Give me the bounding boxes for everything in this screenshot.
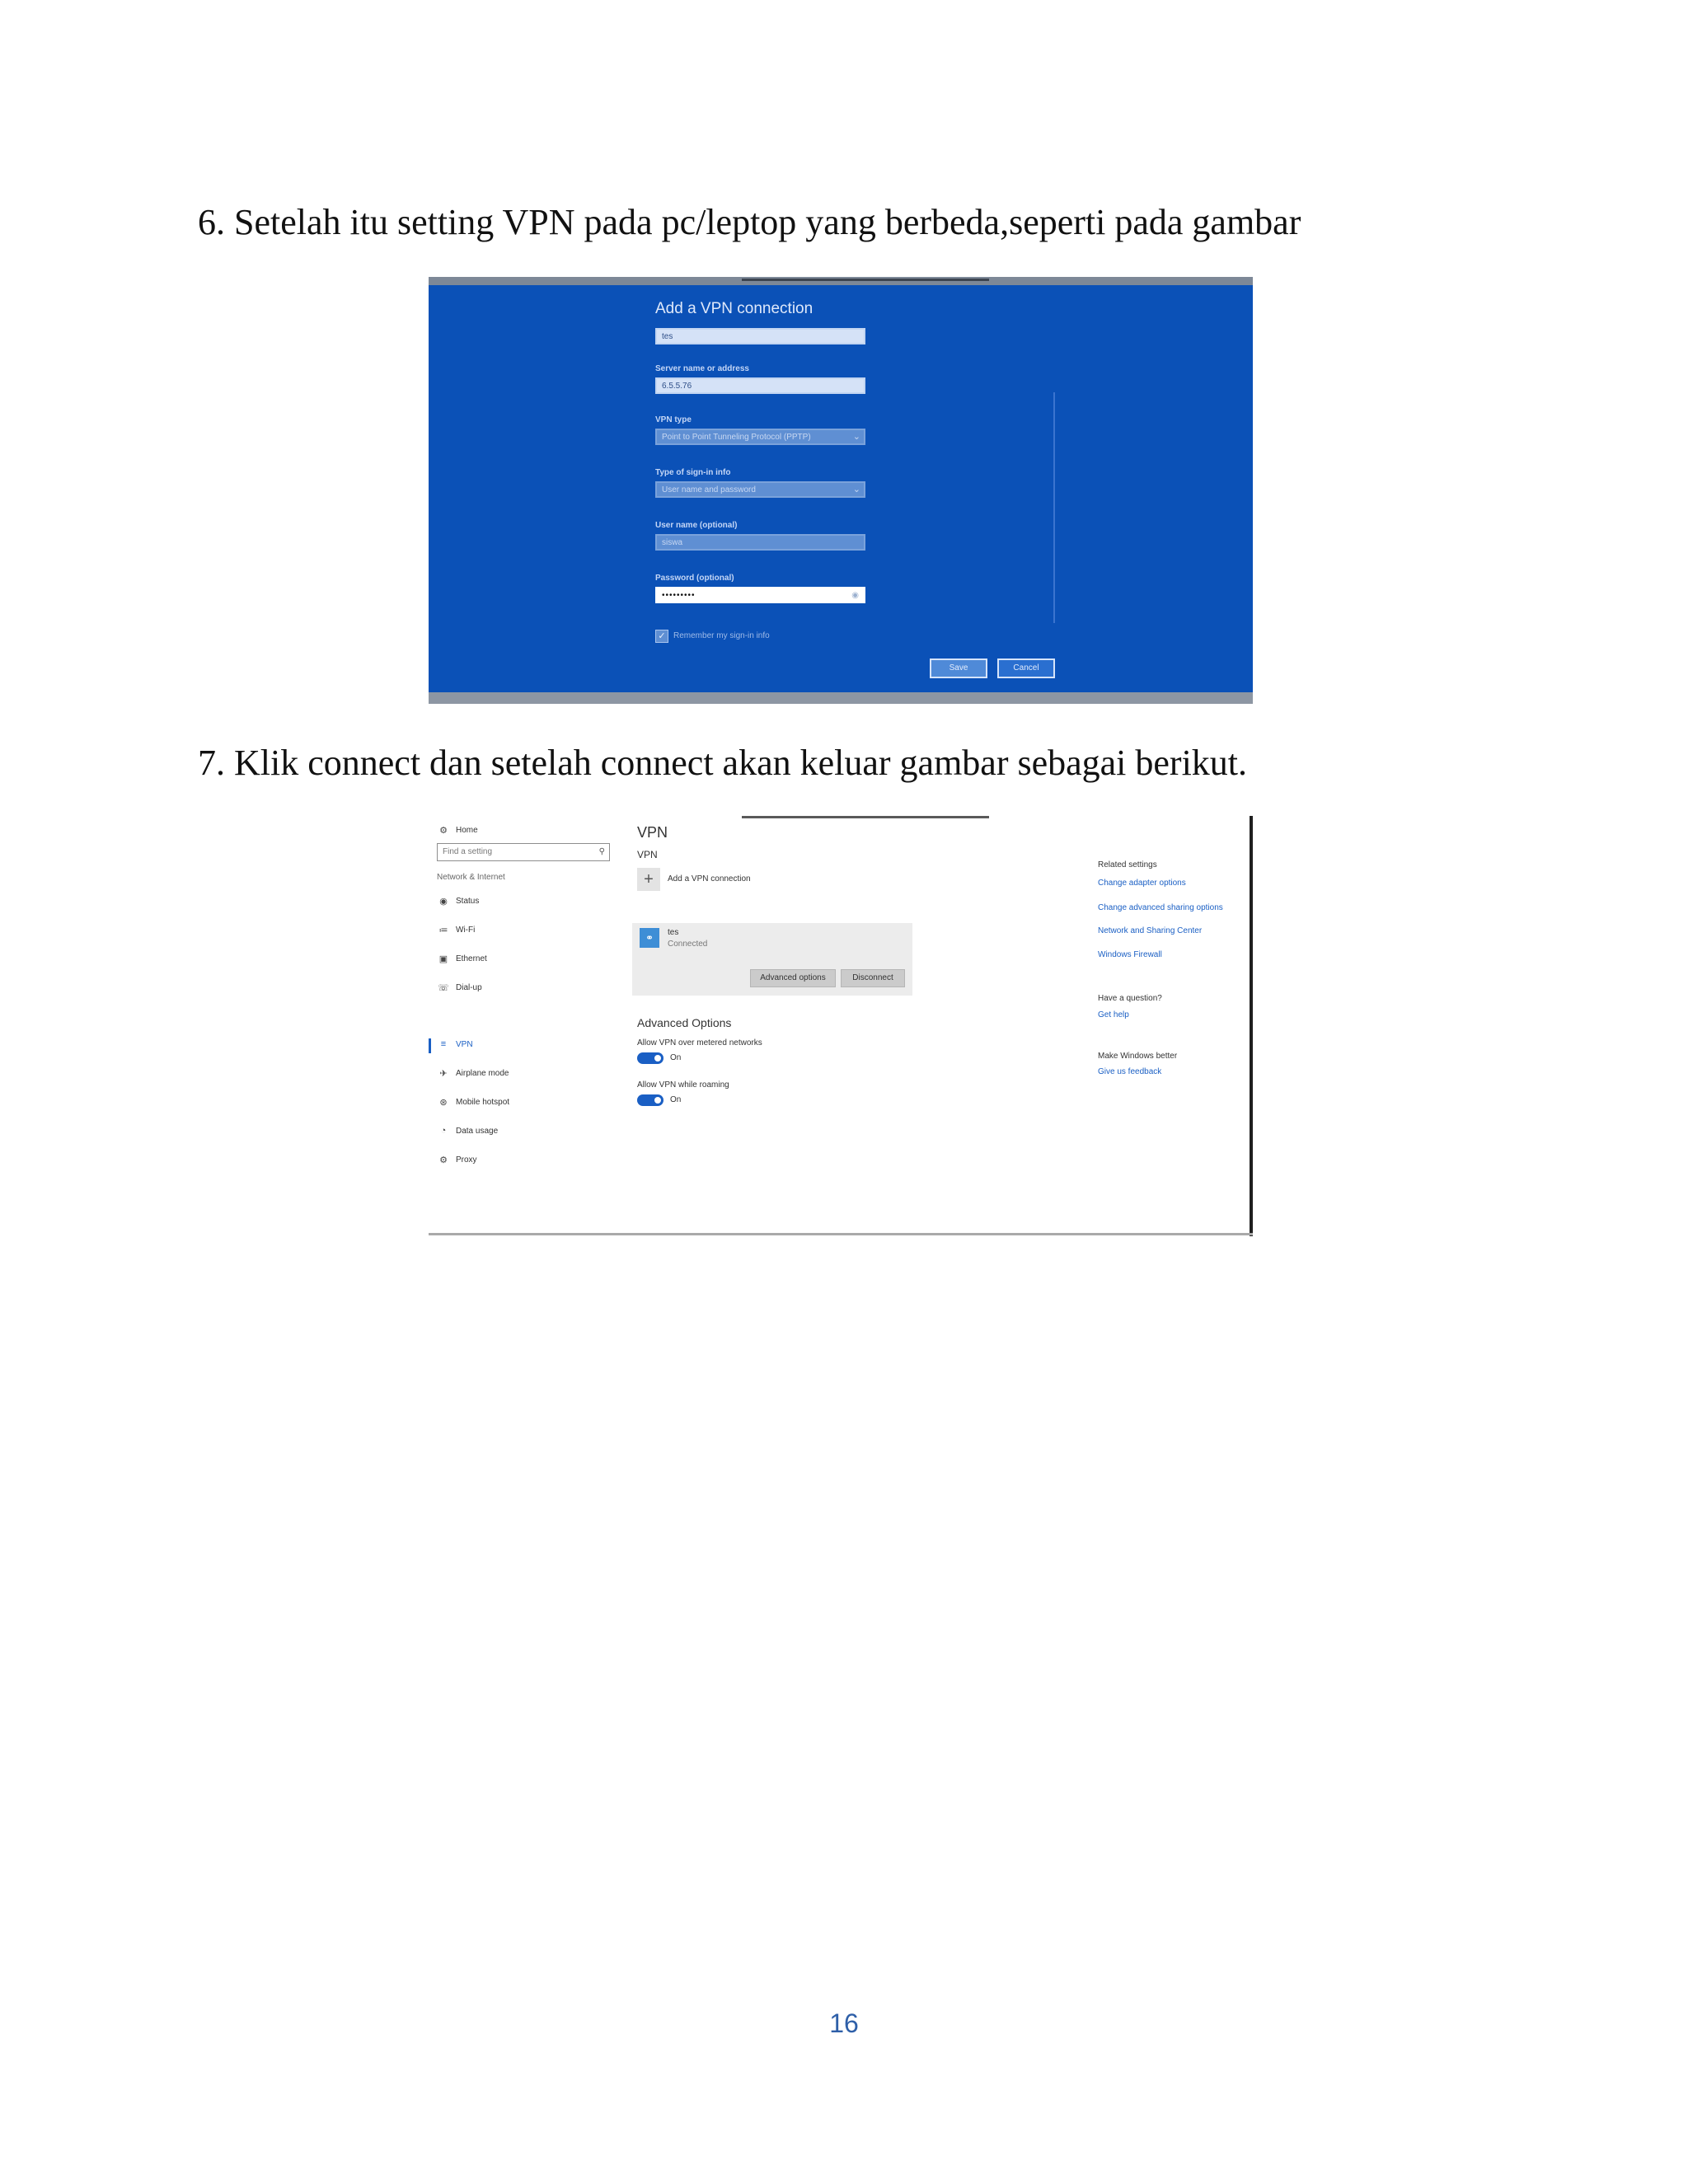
link-get-help[interactable]: Get help [1098, 1010, 1129, 1019]
password-label: Password (optional) [655, 574, 734, 583]
link-windows-firewall[interactable]: Windows Firewall [1098, 950, 1162, 959]
advanced-options-button[interactable]: Advanced options [750, 969, 836, 987]
dialog-top-bar [429, 277, 1253, 285]
nav-item-wifi[interactable]: Wi-Fi [456, 926, 476, 935]
nav-category-label: Network & Internet [437, 873, 505, 882]
signin-type-value: User name and password [662, 485, 756, 494]
dialog-bottom-bar [429, 692, 1253, 704]
nav-active-indicator [429, 1038, 431, 1053]
signin-type-select[interactable] [655, 481, 865, 498]
roaming-toggle-state: On [670, 1095, 682, 1104]
dialup-icon: ☏ [438, 983, 449, 993]
link-change-advanced-sharing[interactable]: Change advanced sharing options [1098, 903, 1223, 912]
nav-item-status[interactable]: Status [456, 897, 480, 906]
cancel-button[interactable]: Cancel [997, 658, 1055, 678]
vpn-icon: ≡ [440, 1039, 447, 1049]
vpn-dialog-screenshot [429, 277, 1253, 704]
reveal-password-icon[interactable]: ◉ [851, 591, 860, 600]
gear-icon: ⚙ [439, 826, 448, 836]
dialog-scrollbar[interactable] [1053, 392, 1055, 623]
make-windows-better-title: Make Windows better [1098, 1052, 1178, 1061]
window-right-edge [1250, 816, 1253, 1236]
page-title: VPN [637, 824, 668, 841]
toggle-knob [654, 1055, 661, 1062]
add-vpn-button[interactable] [637, 868, 660, 891]
step-6-text: 6. Setelah itu setting VPN pada pc/leptop yang berbeda,seperti pada gambar [198, 202, 1301, 242]
hotspot-icon: ⊛ [439, 1098, 448, 1108]
search-icon: ⚲ [598, 847, 605, 856]
related-settings-title: Related settings [1098, 860, 1157, 869]
nav-item-airplane-mode[interactable]: Airplane mode [456, 1069, 509, 1078]
dialog-title: Add a VPN connection [655, 300, 814, 317]
search-input[interactable] [437, 843, 610, 861]
connection-status: Connected [668, 940, 708, 949]
save-button[interactable]: Save [930, 658, 987, 678]
link-give-feedback[interactable]: Give us feedback [1098, 1067, 1162, 1076]
data-usage-icon: ◔ [440, 1126, 447, 1136]
nav-home[interactable]: Home [456, 826, 478, 835]
signin-type-label: Type of sign-in info [655, 468, 731, 477]
vpn-type-label: VPN type [655, 415, 692, 424]
connection-name: tes [668, 928, 679, 937]
server-field[interactable]: 6.5.5.76 [655, 377, 865, 394]
question-title: Have a question? [1098, 994, 1162, 1003]
airplane-icon: ✈ [439, 1069, 448, 1079]
search-placeholder: Find a setting [443, 847, 493, 856]
link-change-adapter-options[interactable]: Change adapter options [1098, 879, 1186, 888]
plus-icon: + [644, 870, 654, 888]
nav-item-ethernet[interactable]: Ethernet [456, 954, 487, 963]
nav-item-vpn[interactable]: VPN [456, 1040, 473, 1049]
roaming-toggle[interactable] [637, 1094, 663, 1106]
window-bottom-edge [429, 1233, 1253, 1235]
metered-option-label: Allow VPN over metered networks [637, 1038, 762, 1047]
password-value: ••••••••• [662, 591, 696, 600]
remember-checkbox[interactable]: ✓ [655, 630, 668, 643]
add-vpn-label[interactable]: Add a VPN connection [668, 874, 751, 883]
disconnect-button[interactable]: Disconnect [841, 969, 905, 987]
top-bar-line [742, 279, 989, 281]
nav-item-dialup[interactable]: Dial-up [456, 983, 482, 992]
link-network-sharing-center[interactable]: Network and Sharing Center [1098, 926, 1203, 935]
roaming-option-label: Allow VPN while roaming [637, 1080, 729, 1090]
vpn-type-value: Point to Point Tunneling Protocol (PPTP) [662, 433, 811, 442]
chevron-down-icon: ⌄ [852, 432, 860, 442]
remember-label: Remember my sign-in info [673, 631, 770, 640]
nav-item-mobile-hotspot[interactable]: Mobile hotspot [456, 1098, 510, 1107]
username-field[interactable]: siswa [655, 534, 865, 551]
password-field[interactable] [655, 587, 865, 603]
step-7-text: 7. Klik connect dan setelah connect akan keluar gambar sebagai berikut. [198, 743, 1248, 783]
page-number: 16 [829, 2008, 859, 2038]
nav-item-data-usage[interactable]: Data usage [456, 1127, 499, 1136]
advanced-options-title: Advanced Options [637, 1016, 732, 1029]
ethernet-icon: ▣ [438, 954, 448, 964]
proxy-icon: ⚙ [439, 1155, 448, 1165]
wifi-icon: ≔ [438, 926, 448, 935]
metered-toggle[interactable] [637, 1052, 663, 1064]
nav-item-proxy[interactable]: Proxy [456, 1155, 477, 1165]
chevron-down-icon: ⌄ [852, 485, 860, 494]
vpn-type-select[interactable] [655, 429, 865, 445]
toggle-knob [654, 1097, 661, 1104]
section-title: VPN [637, 849, 658, 860]
metered-toggle-state: On [670, 1053, 682, 1062]
username-label: User name (optional) [655, 521, 738, 530]
vpn-connection-card[interactable] [632, 923, 912, 996]
vpn-connection-icon: ⚭ [640, 928, 659, 948]
server-label: Server name or address [655, 364, 749, 373]
top-line [742, 816, 989, 818]
globe-icon: ◉ [439, 897, 448, 907]
connection-name-field[interactable]: tes [655, 328, 865, 344]
vpn-settings-screenshot [429, 816, 1253, 1236]
